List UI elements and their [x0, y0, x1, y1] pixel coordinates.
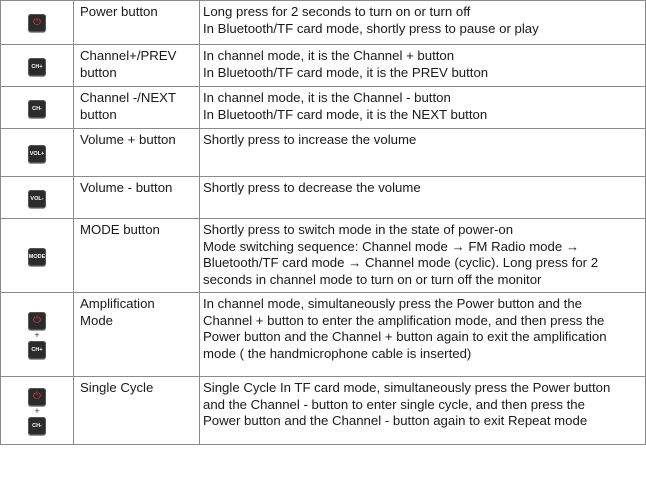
- description-line: In channel mode, it is the Channel + button: [203, 48, 455, 63]
- description-line: In channel mode, it is the Channel - button: [203, 90, 451, 105]
- key-icon-cell: [1, 293, 74, 377]
- description-line: Shortly press to increase the volume: [203, 132, 417, 147]
- description-cell: [200, 45, 646, 87]
- table-row: [1, 377, 646, 445]
- description-line: Power button and the Channel - button again to exit Repeat mode: [203, 413, 588, 429]
- button-name-line: Volume - button: [80, 180, 173, 195]
- vol-minus-key-icon: VOL-: [28, 190, 46, 208]
- button-name-line: button: [80, 106, 117, 122]
- table-row: [1, 219, 646, 293]
- description-cell: [200, 87, 646, 129]
- button-name-cell: [74, 293, 200, 377]
- key-icon-cell: [1, 45, 74, 87]
- power-icon: ⏻: [28, 388, 46, 406]
- plus-sign: +: [34, 329, 40, 340]
- description-line: In Bluetooth/TF card mode, it is the NEXT button: [203, 106, 488, 122]
- description-line: Long press for 2 seconds to turn on or turn off: [203, 4, 471, 19]
- button-name-cell: [74, 45, 200, 87]
- button-name-cell: [74, 129, 200, 177]
- table-row: [1, 129, 646, 177]
- description-line: In channel mode, simultaneously press the Power button and the: [203, 296, 583, 311]
- description-cell: [200, 129, 646, 177]
- ch-minus-key-icon: CH-: [28, 100, 46, 118]
- key-icon-cell: [1, 1, 74, 45]
- description-line: Channel + button to enter the amplification mode, and then press the: [203, 312, 605, 328]
- button-name-line: button: [80, 64, 117, 80]
- description-line: and the Channel - button to enter single cycle, and then press the: [203, 396, 585, 412]
- button-name-cell: [74, 87, 200, 129]
- mode-key-icon: MODE: [28, 248, 46, 266]
- button-name-line: Amplification: [80, 296, 155, 311]
- description-line: Single Cycle In TF card mode, simultaneously press the Power button: [203, 380, 611, 395]
- button-name-line: Channel -/NEXT: [80, 90, 177, 105]
- ch-plus-key-icon: CH+: [28, 341, 46, 359]
- description-line: Bluetooth/TF card mode → Channel mode (cyclic). Long press for 2: [203, 255, 599, 271]
- button-name-line: Volume + button: [80, 132, 176, 147]
- description-line: Mode switching sequence: Channel mode → FM Radio mode →: [203, 238, 580, 254]
- ch-minus-key-icon: CH-: [28, 417, 46, 435]
- power-icon: ⏻: [28, 312, 46, 330]
- description-line: Shortly press to decrease the volume: [203, 180, 421, 195]
- button-name-cell: [74, 377, 200, 445]
- table-row: [1, 45, 646, 87]
- button-name-cell: [74, 177, 200, 219]
- description-cell: [200, 377, 646, 445]
- key-icon-cell: [1, 87, 74, 129]
- button-name-line: Mode: [80, 312, 113, 328]
- ch-plus-key-icon: CH+: [28, 58, 46, 76]
- button-name-cell: [74, 219, 200, 293]
- button-name-line: MODE button: [80, 222, 160, 237]
- button-name-line: Single Cycle: [80, 380, 154, 395]
- description-line: Shortly press to switch mode in the state of power-on: [203, 222, 514, 237]
- vol-plus-key-icon: VOL+: [28, 145, 46, 163]
- key-icon-cell: [1, 129, 74, 177]
- description-line: Power button and the Channel + button again to exit the amplification: [203, 329, 607, 345]
- power-icon: ⏻: [28, 14, 46, 32]
- description-cell: [200, 1, 646, 45]
- description-cell: [200, 293, 646, 377]
- description-line: seconds in channel mode to turn on or turn off the monitor: [203, 271, 542, 287]
- table-row: [1, 293, 646, 377]
- key-icon-cell: [1, 377, 74, 445]
- button-name-line: Channel+/PREV: [80, 48, 177, 63]
- description-line: mode ( the handmicrophone cable is inserted): [203, 345, 472, 361]
- key-icon-cell: [1, 177, 74, 219]
- table-row: [1, 177, 646, 219]
- description-cell: [200, 219, 646, 293]
- description-line: In Bluetooth/TF card mode, it is the PREV button: [203, 64, 489, 80]
- description-cell: [200, 177, 646, 219]
- button-name-cell: [74, 1, 200, 45]
- plus-sign: +: [34, 405, 40, 416]
- key-icon-cell: [1, 219, 74, 293]
- description-line: In Bluetooth/TF card mode, shortly press to pause or play: [203, 20, 539, 36]
- button-name-line: Power button: [80, 4, 158, 19]
- table-row: [1, 1, 646, 45]
- table-row: [1, 87, 646, 129]
